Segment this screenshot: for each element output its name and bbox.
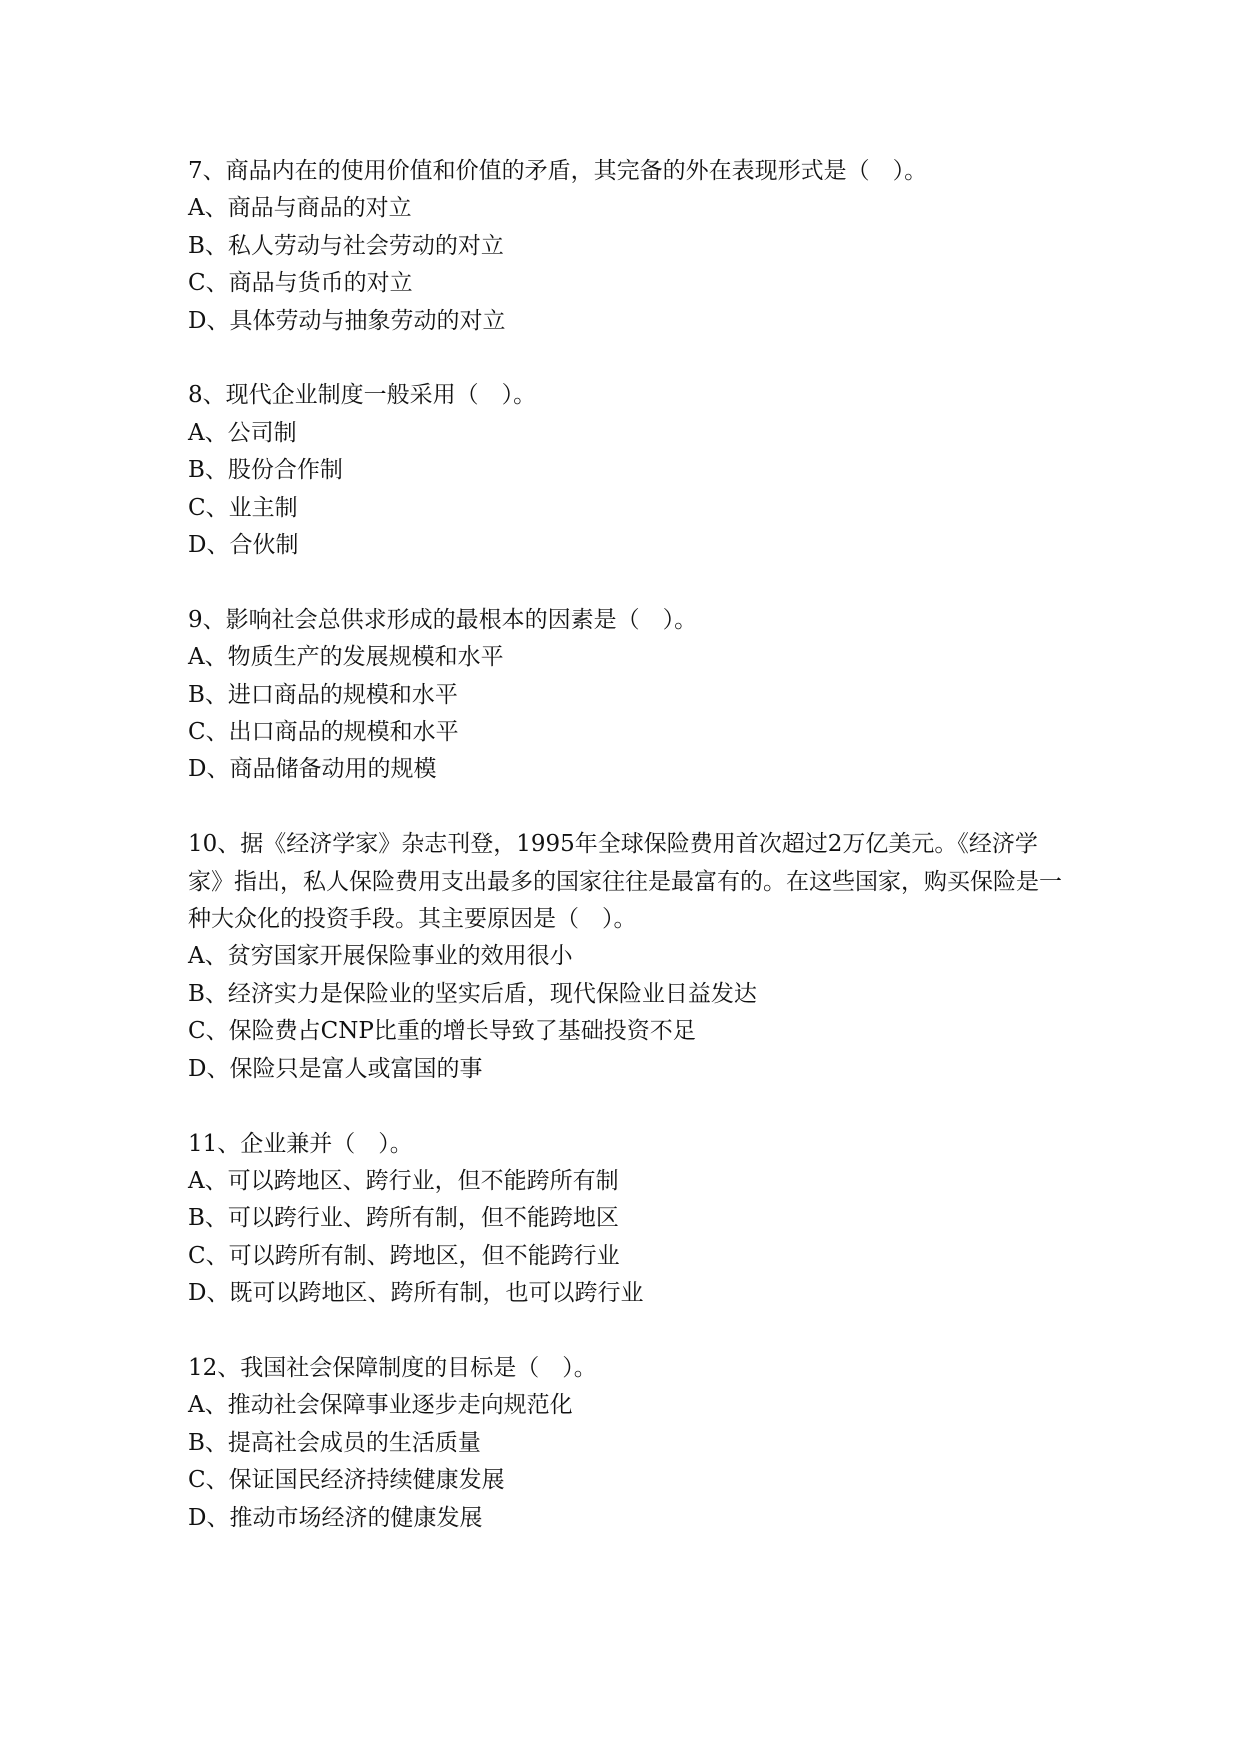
option-c: C、保证国民经济持续健康发展 xyxy=(188,1467,505,1494)
option-b: B、私人劳动与社会劳动的对立 xyxy=(188,232,504,259)
question-11 xyxy=(188,1126,1068,1313)
question-text: 10、据《经济学家》杂志刊登，1995年全球保险费用首次超过2万亿美元。《经济学家》指出，私人保险费用支出最多的国家往往是最富有的。在这些国家，购买保险是一种大众化的投资手段。其主要原因是（ ）。 xyxy=(188,831,1062,933)
option-b: B、经济实力是保险业的坚实后盾，现代保险业日益发达 xyxy=(188,980,757,1007)
option-c: C、保险费占CNP比重的增长导致了基础投资不足 xyxy=(188,1018,696,1045)
option-a: A、商品与商品的对立 xyxy=(188,195,412,222)
question-12 xyxy=(188,1350,1068,1537)
option-a: A、贫穷国家开展保险事业的效用很小 xyxy=(188,943,573,970)
question-8 xyxy=(188,377,1068,564)
question-7 xyxy=(188,153,1068,340)
option-c: C、出口商品的规模和水平 xyxy=(188,719,459,746)
option-b: B、进口商品的规模和水平 xyxy=(188,681,458,708)
question-10 xyxy=(188,826,1068,1088)
option-c: C、可以跨所有制、跨地区，但不能跨行业 xyxy=(188,1242,620,1269)
question-text: 11、企业兼并（ ）。 xyxy=(188,1130,413,1157)
option-a: A、可以跨地区、跨行业，但不能跨所有制 xyxy=(188,1167,619,1194)
question-9 xyxy=(188,602,1068,789)
option-c: C、业主制 xyxy=(188,494,298,521)
option-d: D、商品储备动用的规模 xyxy=(188,756,437,783)
question-text: 12、我国社会保障制度的目标是（ ）。 xyxy=(188,1354,597,1381)
question-text: 8、现代企业制度一般采用（ ）。 xyxy=(188,382,537,409)
option-d: D、既可以跨地区、跨所有制，也可以跨行业 xyxy=(188,1280,644,1307)
option-a: A、推动社会保障事业逐步走向规范化 xyxy=(188,1392,573,1419)
option-d: D、保险只是富人或富国的事 xyxy=(188,1055,483,1082)
option-d: D、合伙制 xyxy=(188,532,299,559)
option-d: D、推动市场经济的健康发展 xyxy=(188,1504,483,1531)
question-text: 7、商品内在的使用价值和价值的矛盾，其完备的外在表现形式是（ ）。 xyxy=(188,158,928,184)
question-list xyxy=(188,153,1068,1574)
option-a: A、公司制 xyxy=(188,419,297,446)
option-a: A、物质生产的发展规模和水平 xyxy=(188,644,504,671)
option-b: B、可以跨行业、跨所有制，但不能跨地区 xyxy=(188,1205,619,1232)
option-c: C、商品与货币的对立 xyxy=(188,270,413,297)
question-text: 9、影响社会总供求形成的最根本的因素是（ ）。 xyxy=(188,606,698,633)
option-b: B、提高社会成员的生活质量 xyxy=(188,1429,481,1456)
option-b: B、股份合作制 xyxy=(188,457,343,484)
option-d: D、具体劳动与抽象劳动的对立 xyxy=(188,307,506,334)
